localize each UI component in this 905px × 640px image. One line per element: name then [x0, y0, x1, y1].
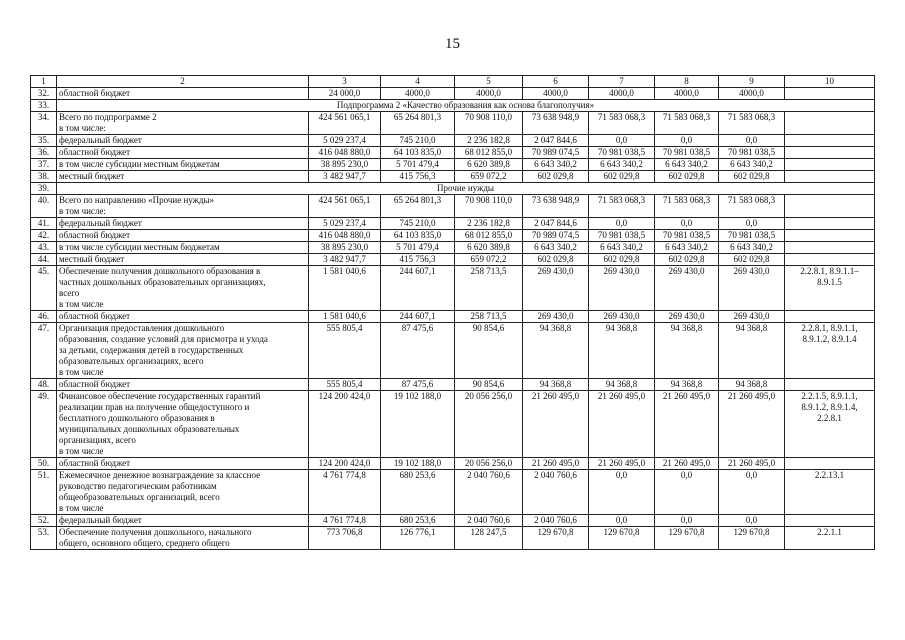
amount-cell: 1 581 040,6 [309, 311, 381, 323]
amount-cell: 659 072,2 [455, 171, 523, 183]
amount-cell: 21 260 495,0 [523, 458, 589, 470]
indicator-code-line: 2.2.13.1 [814, 470, 845, 480]
section-title: Подпрограмма 2 «Качество образования как основа благополучия» [57, 100, 875, 112]
row-name-line: частных дошкольных образовательных организациях, [59, 277, 266, 287]
amount-cell: 2 047 844,6 [523, 135, 589, 147]
amount-cell: 416 048 880,0 [309, 147, 381, 159]
indicator-code-cell [785, 266, 875, 311]
amount-cell: 70 981 038,5 [655, 230, 719, 242]
amount-cell: 124 200 424,0 [309, 391, 381, 458]
amount-cell: 94 368,8 [655, 379, 719, 391]
amount-cell: 129 670,8 [655, 527, 719, 550]
amount-cell: 2 047 844,6 [523, 218, 589, 230]
indicator-code-line: 8.9.1.5 [817, 277, 842, 287]
indicator-code-line: 2.2.8.1 [817, 413, 842, 423]
amount-cell: 20 056 256,0 [455, 391, 523, 458]
row-number: 49. [31, 391, 57, 458]
row-name [57, 458, 309, 470]
amount-cell: 4000,0 [381, 88, 455, 100]
table-row [31, 242, 875, 254]
column-number-cell: 4 [381, 76, 455, 88]
amount-cell: 5 701 479,4 [381, 159, 455, 171]
row-name-line: федеральный бюджет [59, 135, 142, 145]
amount-cell: 6 643 340,2 [655, 242, 719, 254]
amount-cell: 416 048 880,0 [309, 230, 381, 242]
column-number-cell: 7 [589, 76, 655, 88]
amount-cell: 745 210,0 [381, 218, 455, 230]
amount-cell: 70 981 038,5 [589, 230, 655, 242]
row-number: 48. [31, 379, 57, 391]
amount-cell: 6 643 340,2 [719, 242, 785, 254]
amount-cell: 5 029 237,4 [309, 135, 381, 147]
indicator-code-cell [785, 159, 875, 171]
indicator-code-cell [785, 391, 875, 458]
amount-cell: 71 583 068,3 [719, 112, 785, 135]
row-name-line: бесплатного дошкольного образования в [59, 413, 215, 423]
amount-cell: 269 430,0 [655, 266, 719, 311]
amount-cell: 70 981 038,5 [719, 147, 785, 159]
amount-cell: 680 253,6 [381, 515, 455, 527]
table-row [31, 515, 875, 527]
table-row [31, 171, 875, 183]
column-number-cell: 5 [455, 76, 523, 88]
amount-cell: 90 854,6 [455, 379, 523, 391]
amount-cell: 0,0 [655, 470, 719, 515]
row-name [57, 171, 309, 183]
row-number: 36. [31, 147, 57, 159]
amount-cell: 269 430,0 [655, 311, 719, 323]
amount-cell: 90 854,6 [455, 323, 523, 379]
row-name [57, 112, 309, 135]
row-name-line: Финансовое обеспечение государственных гарантий [59, 391, 261, 401]
amount-cell: 1 581 040,6 [309, 266, 381, 311]
amount-cell: 258 713,5 [455, 311, 523, 323]
indicator-code-cell [785, 470, 875, 515]
row-name-line: Всего по подпрограмме 2 [59, 112, 157, 122]
amount-cell: 21 260 495,0 [655, 391, 719, 458]
amount-cell: 38 895 230,0 [309, 242, 381, 254]
amount-cell: 21 260 495,0 [589, 391, 655, 458]
amount-cell: 4000,0 [655, 88, 719, 100]
row-name-line: организациях, всего [59, 435, 136, 445]
amount-cell: 0,0 [589, 218, 655, 230]
amount-cell: 2 236 182,8 [455, 218, 523, 230]
column-number-cell: 3 [309, 76, 381, 88]
amount-cell: 71 583 068,3 [655, 195, 719, 218]
row-number: 52. [31, 515, 57, 527]
row-name [57, 242, 309, 254]
column-number-cell: 8 [655, 76, 719, 88]
amount-cell: 6 643 340,2 [719, 159, 785, 171]
amount-cell: 70 981 038,5 [719, 230, 785, 242]
amount-cell: 68 012 855,0 [455, 147, 523, 159]
table-row [31, 391, 875, 458]
row-number: 32. [31, 88, 57, 100]
row-name-line: в том числе [59, 503, 104, 513]
amount-cell: 0,0 [719, 515, 785, 527]
amount-cell: 269 430,0 [719, 311, 785, 323]
row-name [57, 311, 309, 323]
amount-cell: 70 908 110,0 [455, 112, 523, 135]
amount-cell: 244 607,1 [381, 266, 455, 311]
amount-cell: 21 260 495,0 [655, 458, 719, 470]
row-number: 42. [31, 230, 57, 242]
amount-cell: 0,0 [719, 218, 785, 230]
table-row [31, 88, 875, 100]
table-row [31, 218, 875, 230]
row-number: 47. [31, 323, 57, 379]
amount-cell: 24 000,0 [309, 88, 381, 100]
amount-cell: 269 430,0 [523, 311, 589, 323]
table-row [31, 254, 875, 266]
amount-cell: 73 638 948,9 [523, 195, 589, 218]
amount-cell: 94 368,8 [589, 379, 655, 391]
row-number: 37. [31, 159, 57, 171]
table-row [31, 135, 875, 147]
row-name [57, 323, 309, 379]
table-body [31, 76, 875, 550]
amount-cell: 64 103 835,0 [381, 230, 455, 242]
column-number-cell: 6 [523, 76, 589, 88]
indicator-code-cell [785, 254, 875, 266]
amount-cell: 415 756,3 [381, 254, 455, 266]
amount-cell: 70 989 074,5 [523, 147, 589, 159]
row-name-line: местный бюджет [59, 254, 125, 264]
row-name [57, 391, 309, 458]
table-row [31, 379, 875, 391]
amount-cell: 0,0 [589, 515, 655, 527]
amount-cell: 602 029,8 [719, 254, 785, 266]
indicator-code-cell [785, 171, 875, 183]
column-number-cell: 2 [57, 76, 309, 88]
row-name [57, 159, 309, 171]
amount-cell: 0,0 [655, 218, 719, 230]
amount-cell: 65 264 801,3 [381, 112, 455, 135]
amount-cell: 4000,0 [589, 88, 655, 100]
amount-cell: 2 236 182,8 [455, 135, 523, 147]
row-name-line: за детьми, содержания детей в государственных [59, 345, 244, 355]
amount-cell: 602 029,8 [523, 171, 589, 183]
amount-cell: 87 475,6 [381, 379, 455, 391]
amount-cell: 6 620 389,8 [455, 242, 523, 254]
row-name-line: Обеспечение получения дошкольного, начального [59, 527, 252, 537]
table-row [31, 230, 875, 242]
amount-cell: 5 029 237,4 [309, 218, 381, 230]
indicator-code-cell [785, 230, 875, 242]
row-number: 40. [31, 195, 57, 218]
indicator-code-line: 2.2.8.1, 8.9.1.1, [801, 323, 858, 333]
table-row [31, 323, 875, 379]
indicator-code-cell [785, 135, 875, 147]
amount-cell: 21 260 495,0 [719, 391, 785, 458]
row-number: 35. [31, 135, 57, 147]
indicator-code-cell [785, 112, 875, 135]
amount-cell: 269 430,0 [719, 266, 785, 311]
row-number: 53. [31, 527, 57, 550]
indicator-code-line: 2.2.8.1, 8.9.1.1– [800, 266, 859, 276]
amount-cell: 415 756,3 [381, 171, 455, 183]
row-name-line: областной бюджет [59, 88, 131, 98]
amount-cell: 129 670,8 [589, 527, 655, 550]
row-name-line: образовательных организациях, всего [59, 356, 204, 366]
amount-cell: 773 706,8 [309, 527, 381, 550]
indicator-code-cell [785, 218, 875, 230]
row-name-line: областной бюджет [59, 230, 131, 240]
amount-cell: 602 029,8 [655, 171, 719, 183]
amount-cell: 680 253,6 [381, 470, 455, 515]
table-row [31, 159, 875, 171]
row-name-line: федеральный бюджет [59, 218, 142, 228]
amount-cell: 21 260 495,0 [523, 391, 589, 458]
amount-cell: 0,0 [655, 135, 719, 147]
amount-cell: 21 260 495,0 [589, 458, 655, 470]
amount-cell: 94 368,8 [655, 323, 719, 379]
amount-cell: 94 368,8 [719, 379, 785, 391]
amount-cell: 6 620 389,8 [455, 159, 523, 171]
row-number: 34. [31, 112, 57, 135]
amount-cell: 73 638 948,9 [523, 112, 589, 135]
indicator-code-cell [785, 379, 875, 391]
row-name-line: общеобразовательных организаций, всего [59, 492, 220, 502]
amount-cell: 20 056 256,0 [455, 458, 523, 470]
row-name-line: общего, основного общего, среднего общего [59, 538, 230, 548]
amount-cell: 2 040 760,6 [523, 515, 589, 527]
row-name-line: Обеспечение получения дошкольного образования в [59, 266, 261, 276]
section-row [31, 100, 875, 112]
indicator-code-cell [785, 195, 875, 218]
row-name [57, 147, 309, 159]
column-number-cell: 10 [785, 76, 875, 88]
row-number: 33. [31, 100, 57, 112]
row-name-line: образования, создание условий для присмотра и ухода [59, 334, 268, 344]
row-name-line: руководство педагогическим работникам [59, 481, 217, 491]
row-number: 45. [31, 266, 57, 311]
amount-cell: 94 368,8 [719, 323, 785, 379]
amount-cell: 19 102 188,0 [381, 458, 455, 470]
amount-cell: 269 430,0 [589, 311, 655, 323]
table-row [31, 311, 875, 323]
amount-cell: 65 264 801,3 [381, 195, 455, 218]
section-row [31, 183, 875, 195]
indicator-code-line: 8.9.1.2, 8.9.1.4, [801, 402, 858, 412]
row-name-line: федеральный бюджет [59, 515, 142, 525]
amount-cell: 19 102 188,0 [381, 391, 455, 458]
row-name-line: в том числе [59, 367, 104, 377]
amount-cell: 38 895 230,0 [309, 159, 381, 171]
amount-cell: 129 670,8 [523, 527, 589, 550]
indicator-code-cell [785, 458, 875, 470]
amount-cell: 4000,0 [523, 88, 589, 100]
row-name-line: в том числе субсидии местным бюджетам [59, 159, 220, 169]
row-name-line: областной бюджет [59, 379, 131, 389]
amount-cell: 555 805,4 [309, 323, 381, 379]
row-name [57, 254, 309, 266]
amount-cell: 602 029,8 [589, 171, 655, 183]
amount-cell: 64 103 835,0 [381, 147, 455, 159]
row-name-line: областной бюджет [59, 458, 131, 468]
amount-cell: 5 701 479,4 [381, 242, 455, 254]
row-number: 44. [31, 254, 57, 266]
row-name-line: в том числе субсидии местным бюджетам [59, 242, 220, 252]
column-number-cell: 9 [719, 76, 785, 88]
amount-cell: 555 805,4 [309, 379, 381, 391]
amount-cell: 71 583 068,3 [589, 195, 655, 218]
page-number: 15 [445, 36, 460, 52]
row-number: 51. [31, 470, 57, 515]
amount-cell: 87 475,6 [381, 323, 455, 379]
row-name [57, 515, 309, 527]
amount-cell: 6 643 340,2 [523, 242, 589, 254]
table-row [31, 112, 875, 135]
amount-cell: 0,0 [719, 470, 785, 515]
amount-cell: 70 989 074,5 [523, 230, 589, 242]
amount-cell: 6 643 340,2 [655, 159, 719, 171]
table-row [31, 470, 875, 515]
indicator-code-cell [785, 323, 875, 379]
row-name-line: в том числе: [59, 123, 106, 133]
row-name [57, 527, 309, 550]
indicator-code-cell [785, 311, 875, 323]
amount-cell: 424 561 065,1 [309, 195, 381, 218]
amount-cell: 0,0 [589, 135, 655, 147]
amount-cell: 2 040 760,6 [455, 470, 523, 515]
row-name [57, 135, 309, 147]
row-number: 39. [31, 183, 57, 195]
amount-cell: 70 981 038,5 [655, 147, 719, 159]
amount-cell: 6 643 340,2 [589, 242, 655, 254]
amount-cell: 71 583 068,3 [655, 112, 719, 135]
amount-cell: 68 012 855,0 [455, 230, 523, 242]
row-name [57, 195, 309, 218]
row-name [57, 230, 309, 242]
budget-table [30, 75, 875, 550]
indicator-code-cell [785, 527, 875, 550]
amount-cell: 745 210,0 [381, 135, 455, 147]
column-number-row [31, 76, 875, 88]
row-name-line: реализации прав на получение общедоступного и [59, 402, 250, 412]
amount-cell: 659 072,2 [455, 254, 523, 266]
row-number: 43. [31, 242, 57, 254]
amount-cell: 21 260 495,0 [719, 458, 785, 470]
amount-cell: 4000,0 [719, 88, 785, 100]
indicator-code-line: 2.2.1.5, 8.9.1.1, [801, 391, 858, 401]
amount-cell: 70 908 110,0 [455, 195, 523, 218]
table-row [31, 195, 875, 218]
amount-cell: 94 368,8 [523, 323, 589, 379]
amount-cell: 2 040 760,6 [523, 470, 589, 515]
row-name-line: местный бюджет [59, 171, 125, 181]
table-row [31, 458, 875, 470]
amount-cell: 258 713,5 [455, 266, 523, 311]
row-name [57, 88, 309, 100]
amount-cell: 4 761 774,8 [309, 470, 381, 515]
indicator-code-cell [785, 515, 875, 527]
amount-cell: 602 029,8 [655, 254, 719, 266]
row-name [57, 218, 309, 230]
amount-cell: 128 247,5 [455, 527, 523, 550]
amount-cell: 4000,0 [455, 88, 523, 100]
row-name-line: в том числе [59, 446, 104, 456]
amount-cell: 126 776,1 [381, 527, 455, 550]
row-number: 46. [31, 311, 57, 323]
row-name [57, 379, 309, 391]
row-name [57, 470, 309, 515]
row-name-line: областной бюджет [59, 147, 131, 157]
amount-cell: 602 029,8 [523, 254, 589, 266]
amount-cell: 0,0 [719, 135, 785, 147]
amount-cell: 94 368,8 [589, 323, 655, 379]
column-number-cell: 1 [31, 76, 57, 88]
amount-cell: 6 643 340,2 [589, 159, 655, 171]
amount-cell: 602 029,8 [719, 171, 785, 183]
amount-cell: 424 561 065,1 [309, 112, 381, 135]
amount-cell: 602 029,8 [589, 254, 655, 266]
row-name-line: Организация предоставления дошкольного [59, 323, 225, 333]
table-row [31, 527, 875, 550]
amount-cell: 124 200 424,0 [309, 458, 381, 470]
amount-cell: 71 583 068,3 [589, 112, 655, 135]
row-number: 38. [31, 171, 57, 183]
row-name-line: Всего по направлению «Прочие нужды» [59, 195, 215, 205]
indicator-code-cell [785, 88, 875, 100]
amount-cell: 0,0 [655, 515, 719, 527]
section-title: Прочие нужды [57, 183, 875, 195]
table-row [31, 147, 875, 159]
amount-cell: 269 430,0 [589, 266, 655, 311]
amount-cell: 71 583 068,3 [719, 195, 785, 218]
amount-cell: 269 430,0 [523, 266, 589, 311]
row-number: 50. [31, 458, 57, 470]
row-name [57, 266, 309, 311]
row-name-line: в том числе: [59, 206, 106, 216]
amount-cell: 4 761 774,8 [309, 515, 381, 527]
amount-cell: 70 981 038,5 [589, 147, 655, 159]
amount-cell: 3 482 947,7 [309, 171, 381, 183]
indicator-code-line: 2.2.1.1 [817, 527, 842, 537]
amount-cell: 3 482 947,7 [309, 254, 381, 266]
indicator-code-line: 8.9.1.2, 8.9.1.4 [802, 334, 857, 344]
amount-cell: 6 643 340,2 [523, 159, 589, 171]
amount-cell: 0,0 [589, 470, 655, 515]
row-name-line: областной бюджет [59, 311, 131, 321]
amount-cell: 94 368,8 [523, 379, 589, 391]
indicator-code-cell [785, 147, 875, 159]
amount-cell: 129 670,8 [719, 527, 785, 550]
amount-cell: 2 040 760,6 [455, 515, 523, 527]
amount-cell: 244 607,1 [381, 311, 455, 323]
table-row [31, 266, 875, 311]
row-name-line: всего [59, 288, 80, 298]
row-name-line: в том числе [59, 299, 104, 309]
indicator-code-cell [785, 242, 875, 254]
row-number: 41. [31, 218, 57, 230]
row-name-line: муниципальных дошкольных образовательных [59, 424, 240, 434]
row-name-line: Ежемесячное денежное вознаграждение за классное [59, 470, 261, 480]
